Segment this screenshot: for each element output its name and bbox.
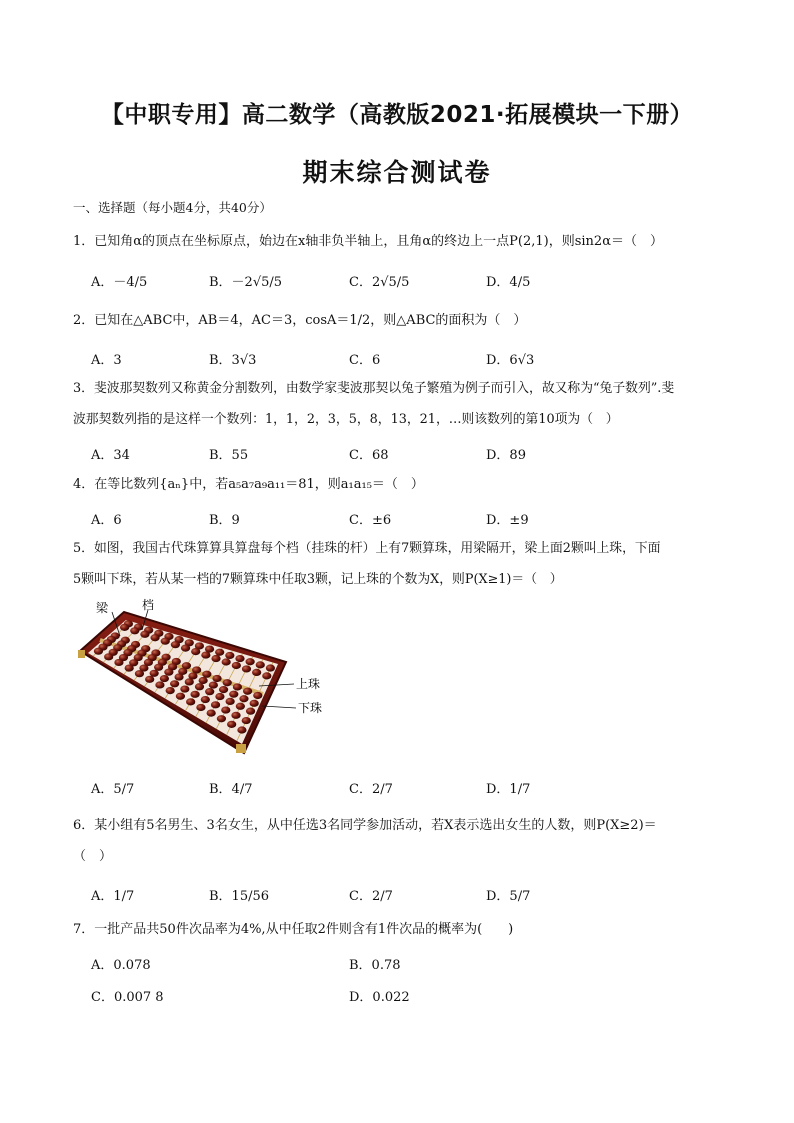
section-heading: 一、选择题（每小题4分，共40分） [73,200,272,215]
option-b[interactable]: B．－2√5/5 [209,275,283,290]
abacus-bead [150,634,159,641]
abacus-bead [201,696,210,703]
abacus-bead [256,661,265,668]
option-a[interactable]: A．5/7 [91,782,135,797]
question-3-options [91,444,691,464]
label-beam: 梁 [96,601,109,615]
question-4-text: 4．在等比数列{aₙ}中，若a₅a₇a₉a₁₁＝81，则a₁a₁₅＝（ ） [73,477,424,492]
abacus-bead [226,698,235,705]
question-4 [73,469,733,500]
question-7-options-row1 [91,954,691,974]
option-c[interactable]: C．2/7 [349,889,393,904]
question-5-options [91,778,691,798]
option-b[interactable]: B．15/56 [209,889,270,904]
abacus-bead [205,688,214,695]
abacus-bead [239,695,248,702]
abacus-bead [191,648,200,655]
abacus-bead [120,624,129,631]
abacus-bead [185,678,194,685]
abacus-bead [180,685,189,692]
abacus-bead [186,698,195,705]
question-4-options [91,509,691,529]
question-5-text-line2: 5颗叫下珠，若从某一档的7颗算珠中任取3颗，记上珠的个数为X，则P(X≥1)＝（ ） [73,572,563,587]
abacus-bead [161,638,170,645]
abacus-bead [250,700,259,707]
exam-title: 【中职专用】高二数学（高教版2021·拓展模块一下册） [100,102,694,128]
question-7 [73,914,733,945]
abacus-bead [202,671,211,678]
abacus-bead [229,691,238,698]
abacus-bead [221,706,230,713]
option-c[interactable]: C．2√5/5 [349,275,410,290]
abacus-bead [94,648,103,655]
option-a[interactable]: A．1/7 [91,889,135,904]
question-3-text-line1: 3．斐波那契数列又称黄金分割数列，由数学家斐波那契以兔子繁殖为例子而引入，故又称为“兔子数列”.斐 [73,381,675,396]
option-b[interactable]: B．4/7 [209,782,253,797]
question-1-options [91,271,691,291]
abacus-bead [246,658,255,665]
abacus-bead [207,710,216,717]
option-a[interactable]: A．0.078 [91,958,151,973]
abacus-bead [160,675,169,682]
abacus-bead [223,679,232,686]
abacus-bead [232,662,241,669]
option-b[interactable]: B．3√3 [209,353,257,368]
option-d[interactable]: D．5/7 [486,889,531,904]
abacus-bead [155,681,164,688]
option-a[interactable]: A．3 [91,353,122,368]
option-b[interactable]: B．9 [209,513,240,528]
question-3-text-line2: 波那契数列指的是这样一个数列：1，1，2，3，5，8，13，21，…则该数列的第10项为（ ） [73,412,619,427]
question-7-options-row2 [91,986,691,1006]
abacus-bead [164,669,173,676]
abacus-bead [225,652,234,659]
abacus-bead [235,655,244,662]
abacus-bead [227,721,236,728]
abacus-bead [215,649,224,656]
option-d[interactable]: D．±9 [486,513,529,528]
abacus-bead [195,683,204,690]
abacus-bead [219,686,228,693]
abacus-bead [176,693,185,700]
abacus-bead [170,680,179,687]
abacus-bead [211,701,220,708]
abacus-bead [125,664,134,671]
abacus-bead [201,651,210,658]
label-lower-beads: 下珠 [298,701,323,715]
abacus-bead [171,641,180,648]
abacus-figure [76,596,346,766]
abacus-bead [181,645,190,652]
question-3 [73,373,733,435]
label-upper-beads: 上珠 [296,677,321,691]
question-6 [73,810,733,872]
question-6-text-line1: 6．某小组有5名男生、3名女生，从中任选3名同学参加活动，若X表示选出女生的人数，则P(X≥2)＝ [73,818,657,833]
abacus-bead [253,692,262,699]
abacus-bead [150,670,159,677]
option-d[interactable]: D．1/7 [486,782,531,797]
abacus-bead [262,672,271,679]
question-1 [73,226,733,257]
abacus-bead [233,683,242,690]
label-rod: 档 [142,598,155,612]
abacus-bead [199,677,208,684]
exam-subtitle: 期末综合测试卷 [302,158,492,187]
abacus-bead [166,687,175,694]
abacus-bead [246,708,255,715]
abacus-bead [215,693,224,700]
question-1-text: 1．已知角α的顶点在坐标原点，始边在x轴非负半轴上，且角α的终边上一点P(2,1)，则sin2α＝（ ） [73,234,663,249]
option-d[interactable]: D．0.022 [349,990,410,1005]
abacus-bead [237,726,246,733]
option-d[interactable]: D．6√3 [486,353,535,368]
abacus-bead [174,673,183,680]
abacus-bead [190,691,199,698]
question-2 [73,305,733,336]
abacus-illustration [76,596,346,766]
option-b[interactable]: B．55 [209,448,249,463]
question-2-text: 2．已知在△ABC中，AB＝4，AC＝3，cosA＝1/2，则△ABC的面积为（ ） [73,313,527,328]
option-c[interactable]: C．6 [349,353,381,368]
question-7-text: 7．一批产品共50件次品率为4%,从中任取2件则含有1件次品的概率为( ) [73,922,514,937]
option-b[interactable]: B．0.78 [349,958,401,973]
abacus-bead [243,688,252,695]
abacus-bead [145,676,154,683]
abacus-bead [140,631,149,638]
abacus-bead [130,627,139,634]
question-5 [73,533,733,595]
abacus-bead [217,715,226,722]
abacus-bead [242,717,251,724]
abacus-bead [212,675,221,682]
option-a[interactable]: A．34 [91,448,130,463]
abacus-bead [196,704,205,711]
abacus-bead [231,712,240,719]
abacus-bead [242,665,251,672]
question-2-options [91,349,691,369]
abacus-bead [252,669,261,676]
abacus-bead [222,658,231,665]
option-c[interactable]: C．68 [349,448,389,463]
option-a[interactable]: A．6 [91,513,122,528]
option-a[interactable]: A．－4/5 [91,275,148,290]
question-6-options [91,885,691,905]
option-d[interactable]: D．89 [486,448,526,463]
question-6-text-line2: （ ） [73,849,113,864]
abacus-bead [236,703,245,710]
option-c[interactable]: C．±6 [349,513,392,528]
abacus-bead [114,659,123,666]
abacus-bead [135,670,144,677]
abacus-bead [266,664,275,671]
question-5-text-line1: 5．如图，我国古代珠算算具算盘每个档（挂珠的杆）上有7颗算珠，用梁隔开，梁上面2颗叫上珠，下面 [73,541,661,556]
option-c[interactable]: C．2/7 [349,782,393,797]
abacus-bead [211,655,220,662]
option-c[interactable]: C．0.007 8 [91,990,164,1005]
abacus-bead [104,653,113,660]
abacus-bead [154,664,163,671]
abacus-bead [209,681,218,688]
option-d[interactable]: D．4/5 [486,275,531,290]
